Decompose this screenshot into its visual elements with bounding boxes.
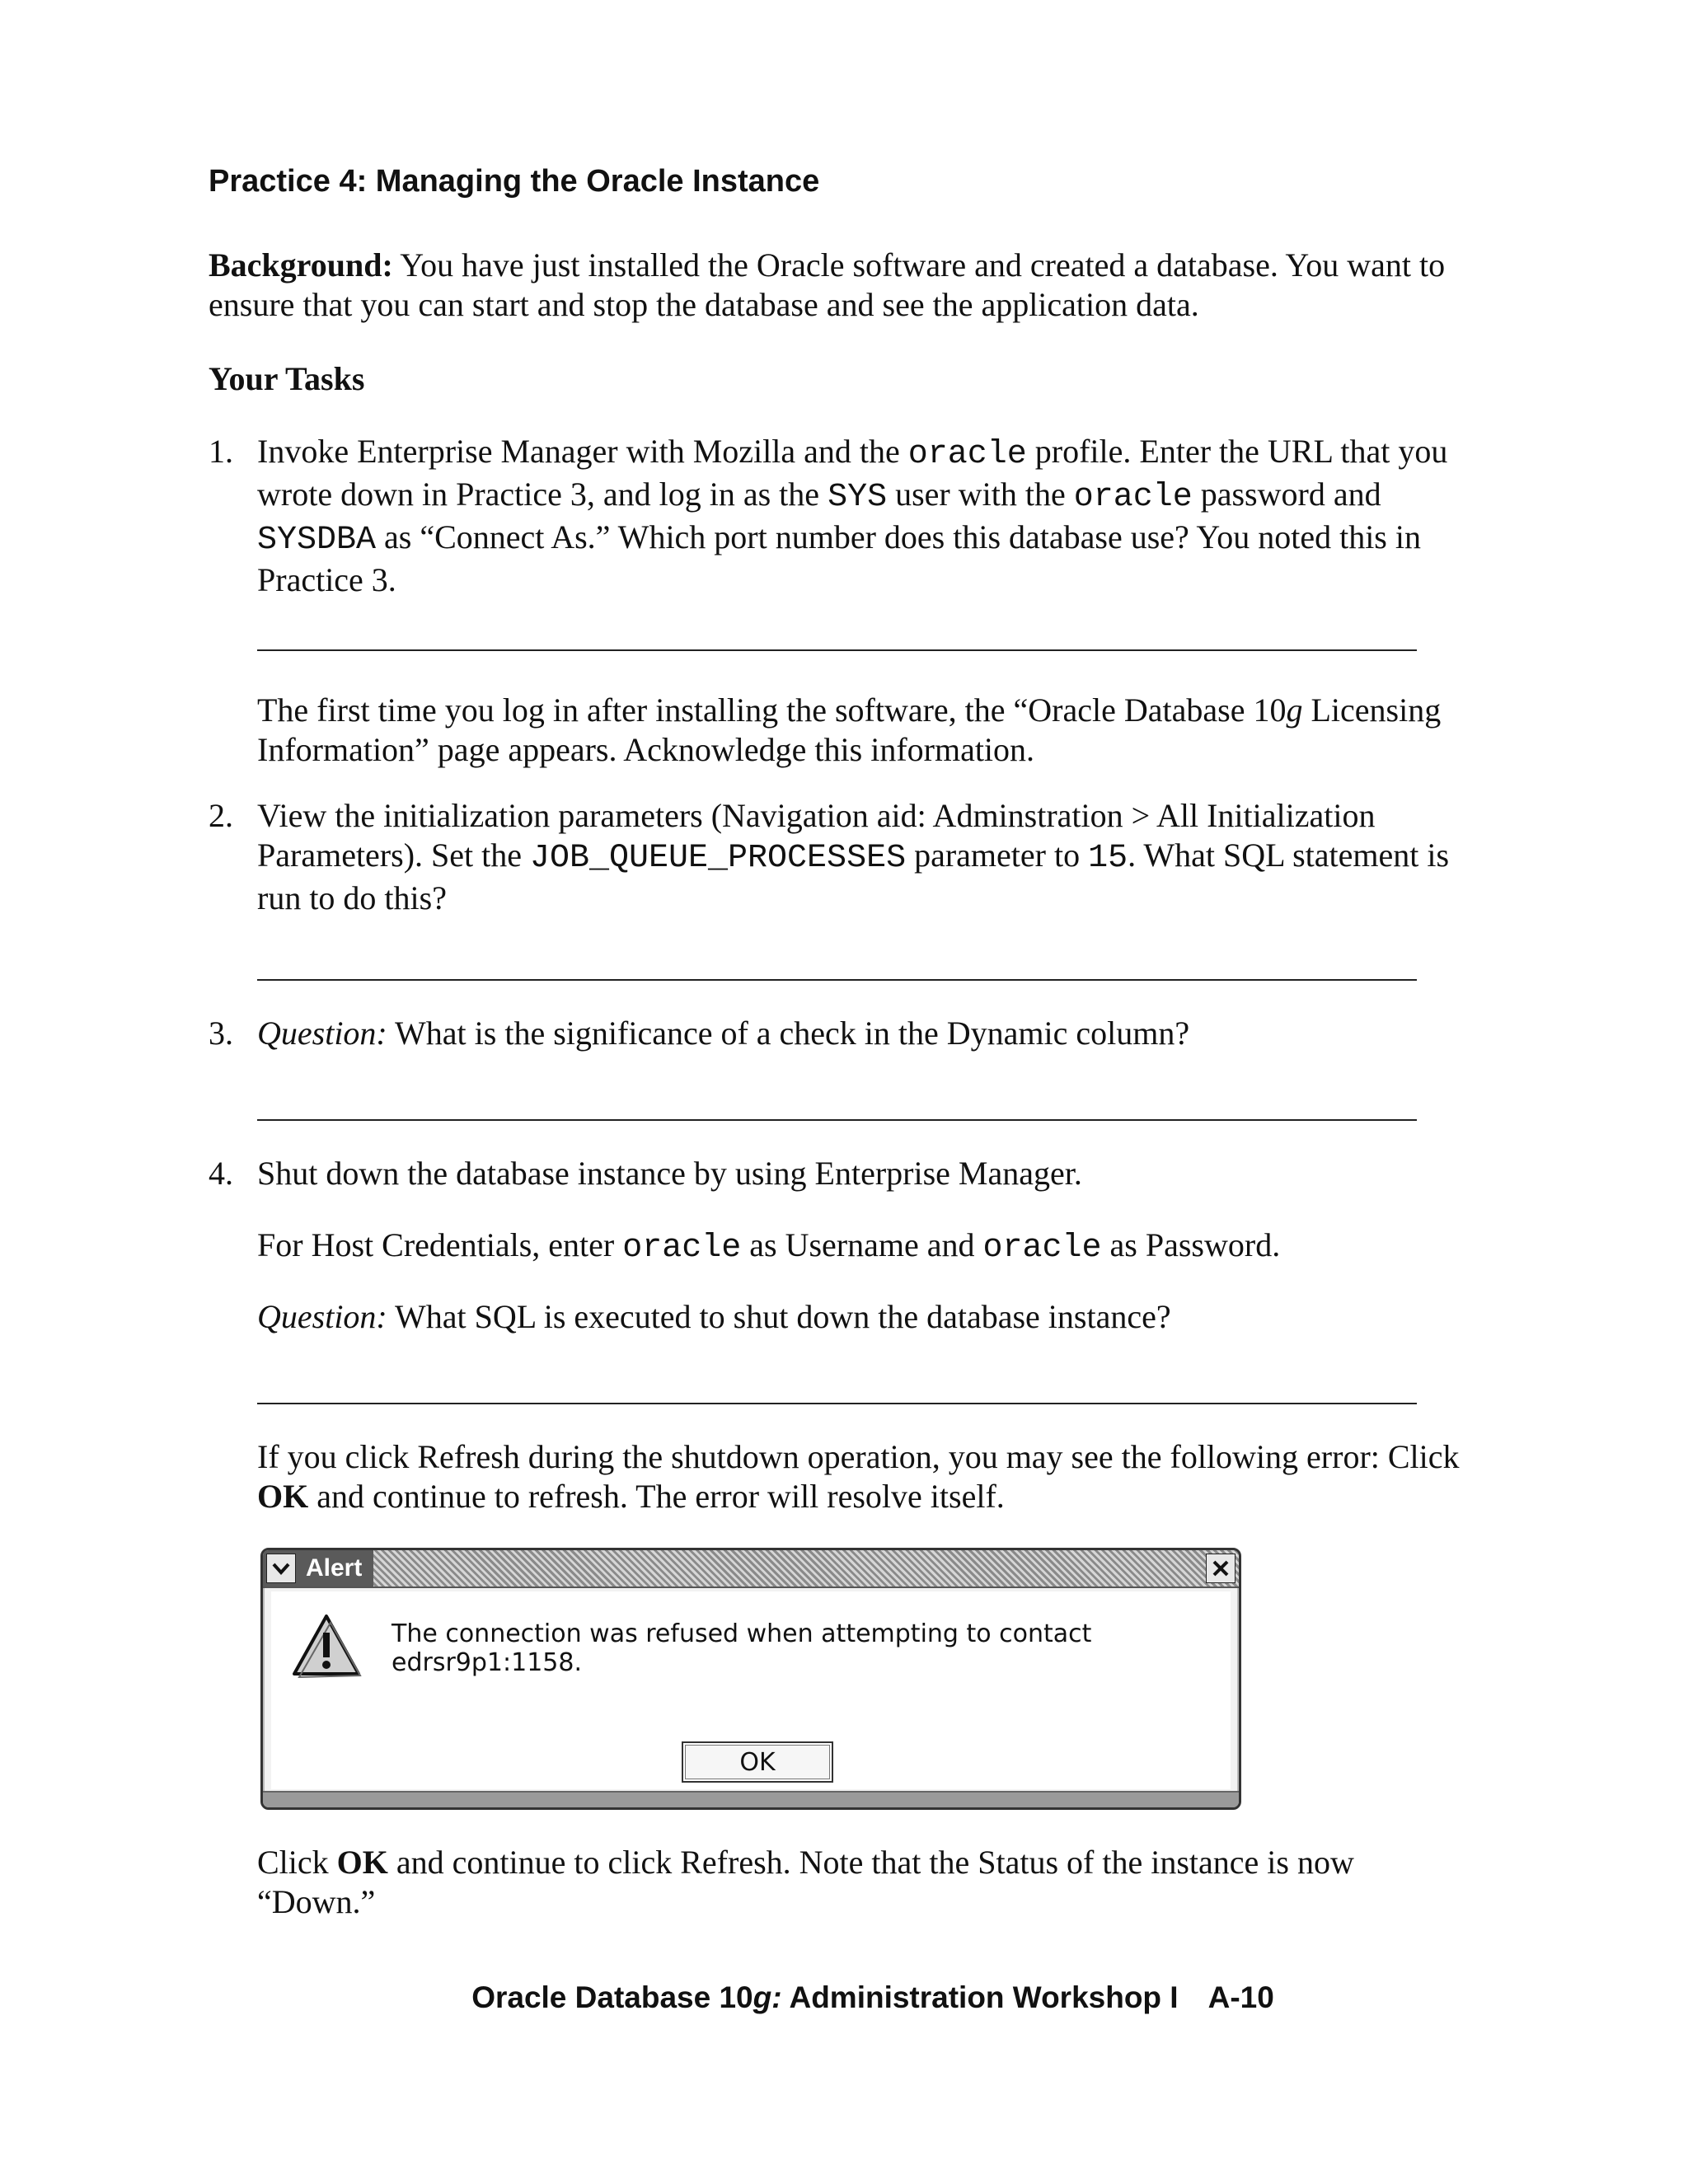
task-2-number: 2.: [209, 797, 233, 834]
page-footer: Oracle Database 10g: Administration Workshop I A-10: [471, 1980, 1274, 2014]
answer-line-3: [257, 1119, 1417, 1121]
dialog-message: The connection was refused when attempting to contact edrsr9p1:1158.: [392, 1619, 1092, 1677]
task-1-note: The first time you log in after installing the software, the “Oracle Database 10g Licensing Information” page appears. Acknowledge this information.: [257, 691, 1442, 768]
host-credentials-text: For Host Credentials, enter oracle as Username and oracle as Password.: [257, 1226, 1281, 1267]
background-label: Background:: [209, 246, 393, 284]
task-1-number: 1.: [209, 433, 233, 470]
dialog-titlebar: [263, 1550, 1239, 1588]
chevron-down-icon[interactable]: [266, 1554, 296, 1583]
task-4-question: Question: What SQL is executed to shut down the database instance?: [257, 1298, 1171, 1335]
final-note: Click OK and continue to click Refresh. Note that the Status of the instance is now “Down.”: [257, 1844, 1354, 1920]
dialog-body: [271, 1591, 1231, 1789]
answer-line-4: [257, 1403, 1417, 1404]
page-title: Practice 4: Managing the Oracle Instance: [209, 164, 820, 199]
task-4-number: 4.: [209, 1155, 233, 1192]
dialog-title: Alert: [306, 1554, 363, 1582]
answer-line-1: [257, 649, 1417, 651]
alert-dialog: [260, 1548, 1241, 1810]
task-2-text: View the initialization parameters (Navigation aid: Adminstration > All Initialization Parameters). Set the JOB_QUEUE_PROCESSES parameter to 15. What SQL statement is run to do this?: [257, 797, 1450, 916]
refresh-note: If you click Refresh during the shutdown operation, you may see the following error: Click OK and continue to refresh. The error will resolve itself.: [257, 1438, 1460, 1515]
task-3-text: Question: What is the significance of a check in the Dynamic column?: [257, 1015, 1190, 1052]
tasks-heading: Your Tasks: [209, 360, 365, 397]
answer-line-2: [257, 979, 1417, 981]
task-1-text: Invoke Enterprise Manager with Mozilla and the oracle profile. Enter the URL that you wrote down in Practice 3, and log in as the SYS user with the oracle password and SYSDBA as “Connect As.” Which port number does this database use? You noted this in Practice 3.: [257, 433, 1448, 598]
background-paragraph: Background: You have just installed the Oracle software and created a database. You want to ensure that you can start and stop the database and see the application data.: [209, 246, 1446, 323]
task-4-text: Shut down the database instance by using Enterprise Manager.: [257, 1155, 1082, 1192]
ok-button[interactable]: OK: [682, 1741, 833, 1783]
task-3-number: 3.: [209, 1015, 233, 1052]
page-number: A-10: [1207, 1980, 1274, 2014]
dialog-bottom-border: [263, 1791, 1239, 1807]
close-icon[interactable]: [1206, 1554, 1236, 1583]
warning-icon: [291, 1613, 362, 1679]
